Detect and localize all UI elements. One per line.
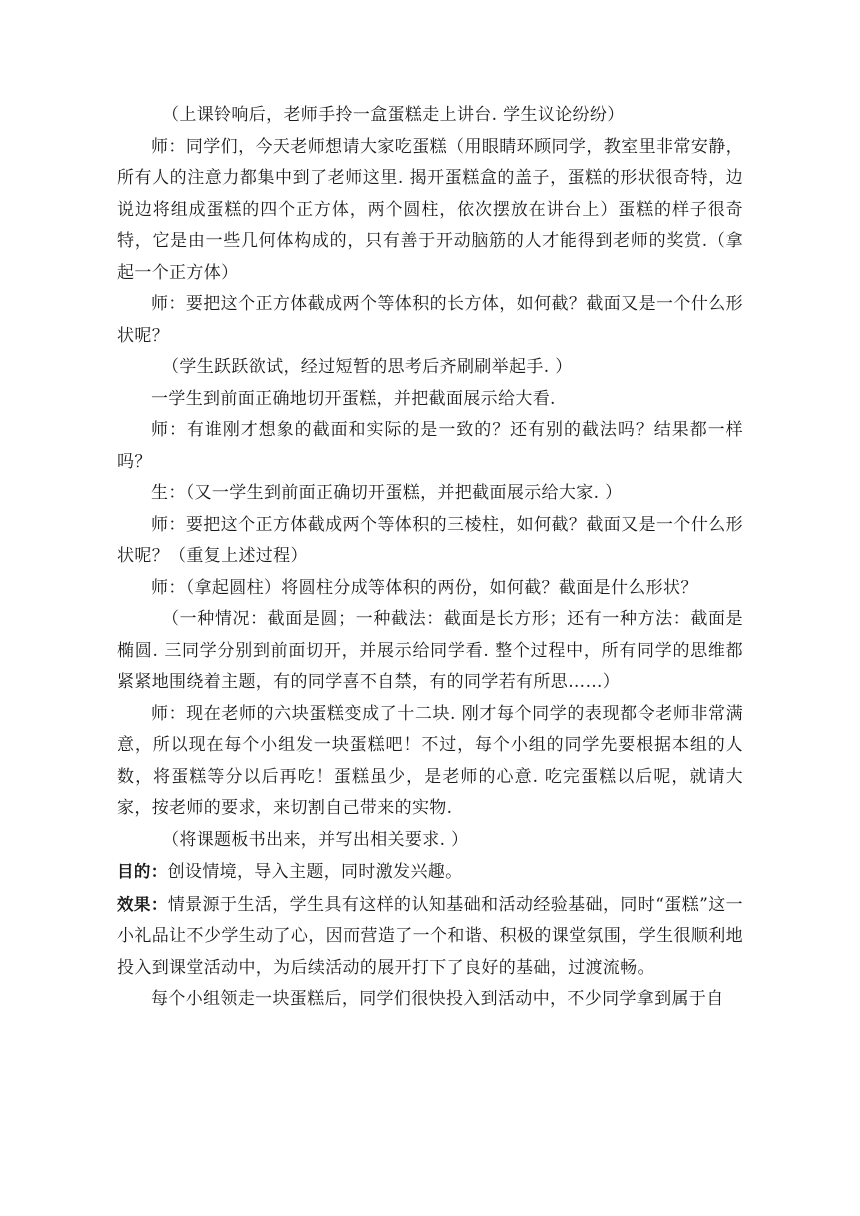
document-body	[117, 100, 743, 1016]
teacher-question-paragraph: 师：要把这个正方体截成两个等体积的长方体，如何截？截面又是一个什么形状呢？	[117, 294, 743, 346]
stage-direction-paragraph: （上课铃响后，老师手拎一盒蛋糕走上讲台. 学生议论纷纷）	[162, 105, 625, 125]
cases-paragraph: （一种情况：截面是圆；一种截法：截面是长方形；还有一种方法：截面是椭圆. 三同学分别到前面切开，并展示给同学看. 整个过程中，所有同学的思维都紧紧地围绕着主题，有的同学喜不自禁，有的同学若有所思……）	[117, 609, 743, 692]
teacher-summary-paragraph: 师：现在老师的六块蛋糕变成了十二块. 刚才每个同学的表现都令老师非常满意，所以现在每个小组发一块蛋糕吧！不过，每个小组的同学先要根据本组的人数，将蛋糕等分以后再吃！蛋糕虽少，是老师的心意. 吃完蛋糕以后呢，就请大家，按老师的要求，来切割自己带来的实物.	[117, 703, 743, 818]
student-response-paragraph: 生：（又一学生到前面正确切开蛋糕，并把截面展示给大家. ）	[151, 483, 623, 503]
teacher-question-paragraph-3: 师：要把这个正方体截成两个等体积的三棱柱，如何截？截面又是一个什么形状呢？（重复上述过程）	[117, 514, 743, 566]
effect-paragraph	[117, 889, 743, 985]
teacher-question-paragraph-2: 师：有谁刚才想象的截面和实际的是一致的？还有别的截法吗？结果都一样吗？	[117, 420, 743, 472]
purpose-paragraph	[117, 856, 743, 889]
purpose-label: 目的：	[117, 862, 168, 881]
effect-text: 情景源于生活，学生具有这样的认知基础和活动经验基础，同时“蛋糕”这一小礼品让不少学生动了心，因而营造了一个和谐、积极的课堂氛围，学生很顺利地投入到课堂活动中，为后续活动的展开打下了良好的基础，过渡流畅。	[117, 894, 743, 978]
student-action-paragraph: 一学生到前面正确地切开蛋糕，并把截面展示给大看.	[151, 388, 556, 409]
student-reaction-paragraph: （学生跃跃欲试，经过短暂的思考后齐刷刷举起手. ）	[162, 357, 573, 377]
closing-paragraph: 每个小组领走一块蛋糕后，同学们很快投入到活动中，不少同学拿到属于自	[151, 989, 724, 1009]
board-writing-paragraph: （将课题板书出来，并写出相关要求. ）	[162, 829, 469, 850]
effect-label: 效果：	[117, 894, 168, 914]
teacher-question-paragraph-4: 师：（拿起圆柱）将圆柱分成等体积的两份，如何截？截面是什么形状？	[151, 577, 698, 598]
teacher-dialogue-paragraph: 师：同学们，今天老师想请大家吃蛋糕（用眼睛环顾同学，教室里非常安静，所有人的注意力都集中到了老师这里. 揭开蛋糕盒的盖子，蛋糕的形状很奇特，边说边将组成蛋糕的四个正方体，两个圆柱，依次摆放在讲台上）蛋糕的样子很奇特，它是由一些几何体构成的，只有善于开动脑筋的人才能得到老师的奖赏.（拿起一个正方体）	[117, 136, 743, 283]
purpose-text: 创设情境，导入主题，同时激发兴趣。	[167, 862, 463, 882]
